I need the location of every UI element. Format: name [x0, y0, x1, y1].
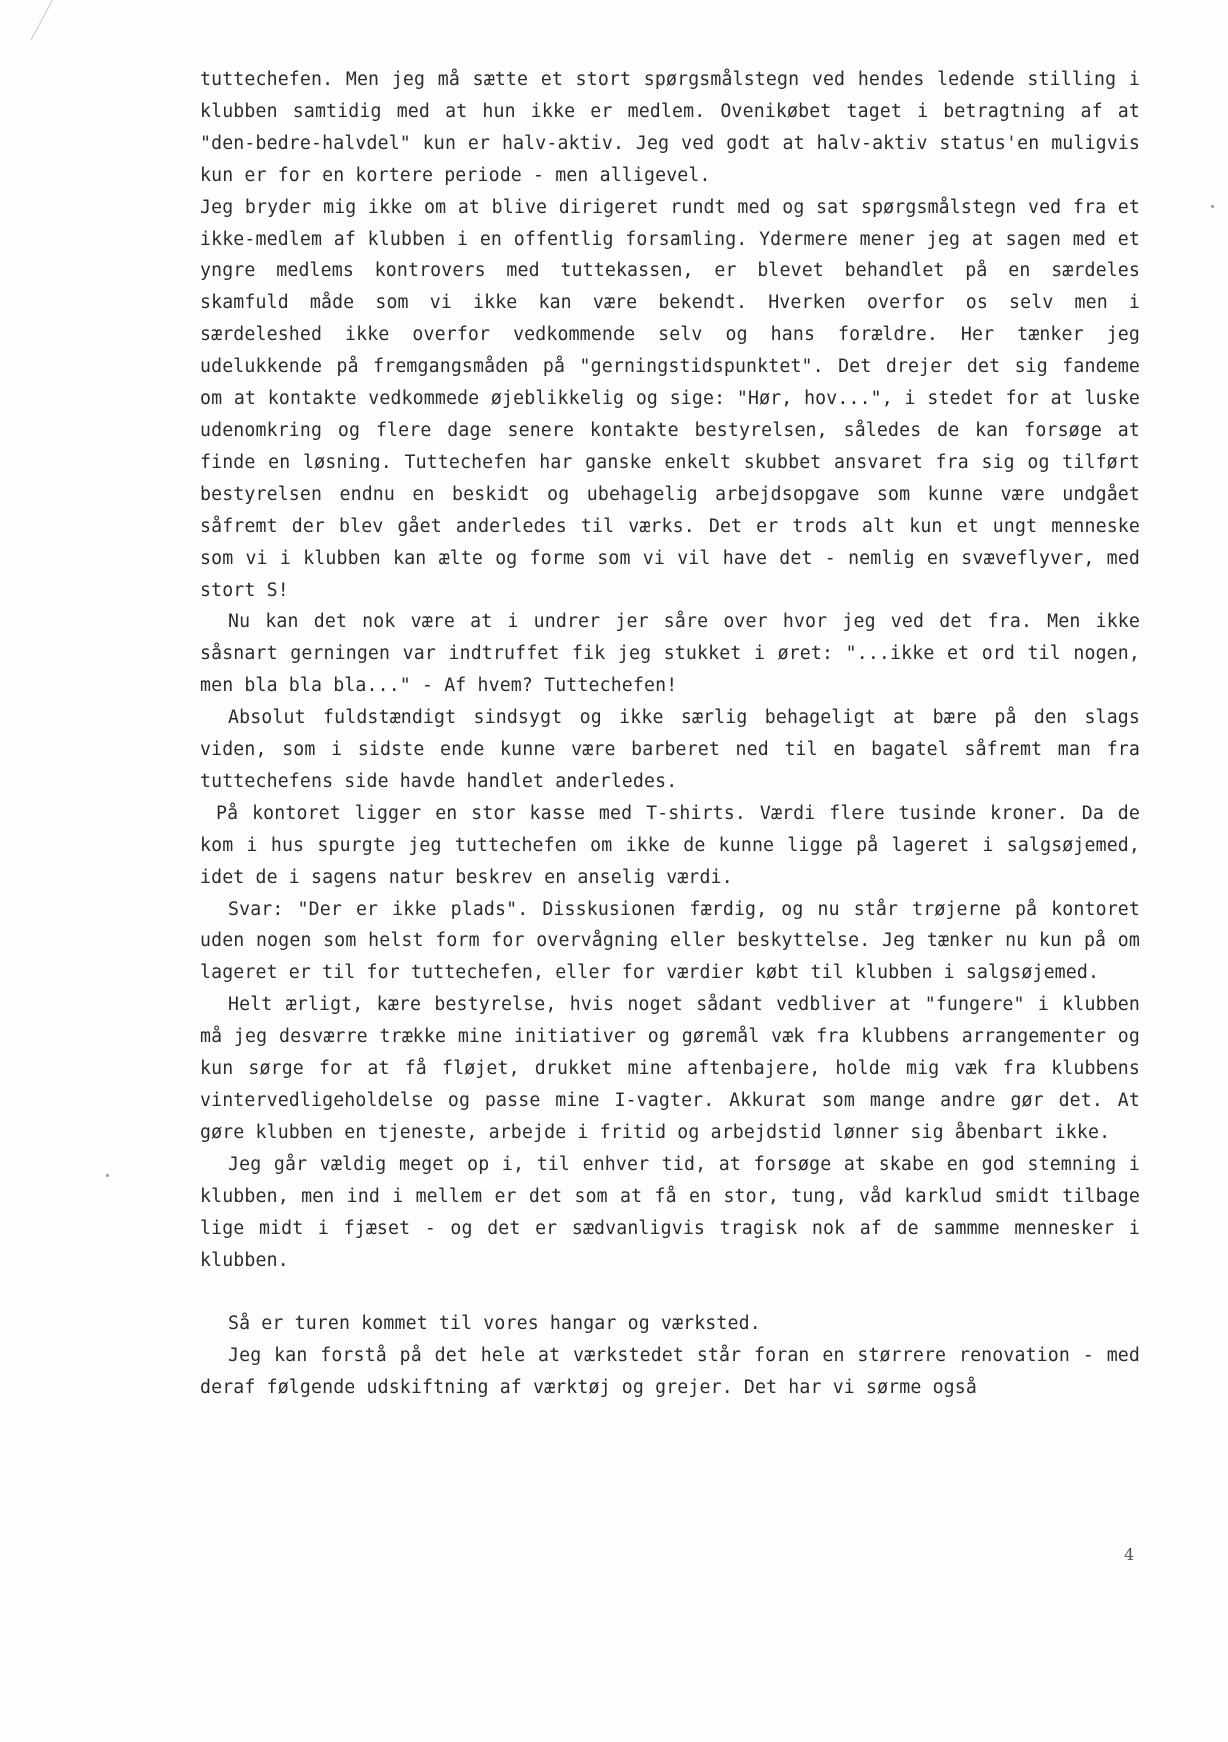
scan-speck: [106, 1174, 109, 1177]
paragraph-5: På kontoret ligger en stor kasse med T-shirts. Værdi flere tusinde kroner. Da de kom i hus spurgte jeg tuttechefen om ikke de kunne ligge på lageret i salgsøjemed, idet de i sagens natur beskrev en anselig værdi.: [200, 802, 1140, 888]
paragraph-3: Nu kan det nok være at i undrer jer såre over hvor jeg ved det fra. Men ikke såsnart gerningen var indtruffet fik jeg stukket i øret: "...ikke et ord til nogen, men bla bla bla..." - Af hvem? Tuttechefen!: [200, 611, 1140, 697]
scan-speck: [1211, 205, 1214, 208]
paragraph-2: Jeg bryder mig ikke om at blive dirigeret rundt med og sat spørgsmålstegn ved fra et ikke-medlem af klubben i en offentlig forsamling. Ydermere mener jeg at sagen med et yngre medlems kontrovers med tuttekassen, er blevet behandlet på en særdeles skamfuld måde som vi ikke kan være bekendt. Hverken overfor os selv men i særdeleshed ikke overfor vedkommende selv og hans forældre. Her tænker jeg udelukkende på fremgangsmåden på "gerningstidspunktet". Det drejer det sig fandeme om at kontakte vedkommede øjeblikkelig og sige: "Hør, hov...", i stedet for at luske udenomkring og flere dage senere kontakte bestyrelsen, således de kan forsøge at finde en løsning. Tuttechefen har ganske enkelt skubbet ansvaret fra sig og tilført bestyrelsen endnu en beskidt og ubehagelig arbejdsopgave som kunne være undgået såfremt der blev gået anderledes til værks. Det er trods alt kun et ungt menneske som vi i klubben kan ælte og forme som vi vil have det - nemlig en svæveflyver, med stort S!: [200, 196, 1140, 601]
scan-edge-mark: [31, 0, 56, 40]
paragraph-1: tuttechefen. Men jeg må sætte et stort spørgsmålstegn ved hendes ledende stilling i klubben samtidig med at hun ikke er medlem. Ovenikøbet taget i betragtning af at "den-bedre-halvdel" kun er halv-aktiv. Jeg ved godt at halv-aktiv status'en muligvis kun er for en kortere periode - men alligevel.: [200, 69, 1140, 186]
page-number: 4: [1124, 1545, 1135, 1564]
paragraph-7: Helt ærligt, kære bestyrelse, hvis noget sådant vedbliver at "fungere" i klubben må jeg desværre trække mine initiativer og gøremål væk fra klubbens arrangementer og kun sørge for at få fløjet, drukket mine aftenbajere, holde mig væk fra klubbens vintervedligeholdelse og passe mine I-vagter. Akkurat som mange andre gør det. At gøre klubben en tjeneste, arbejde i fritid og arbejdstid lønner sig åbenbart ikke.: [200, 994, 1140, 1143]
paragraph-10: Jeg kan forstå på det hele at værkstedet står foran en størrere renovation - med deraf følgende udskiftning af værktøj og grejer. Det har vi sørme også: [200, 1345, 1140, 1399]
paragraph-9: Så er turen kommet til vores hangar og værksted.: [228, 1313, 761, 1335]
paragraph-6: Svar: "Der er ikke plads". Disskusionen færdig, og nu står trøjerne på kontoret uden nogen som helst form for overvågning eller beskyttelse. Jeg tænker nu kun på om lageret er til for tuttechefen, eller for værdier købt til klubben i salgsøjemed.: [200, 898, 1140, 984]
letter-body: [200, 64, 1140, 1404]
paragraph-4: Absolut fuldstændigt sindsygt og ikke særlig behageligt at bære på den slags viden, som i sidste ende kunne være barberet ned til en bagatel såfremt man fra tuttechefens side havde handlet anderledes.: [200, 707, 1140, 792]
paragraph-8: Jeg går vældig meget op i, til enhver tid, at forsøge at skabe en god stemning i klubben, men ind i mellem er det som at få en stor, tung, våd karklud smidt tilbage lige midt i fjæset - og det er sædvanligvis tragisk nok af de sammme mennesker i klubben.: [200, 1153, 1140, 1271]
